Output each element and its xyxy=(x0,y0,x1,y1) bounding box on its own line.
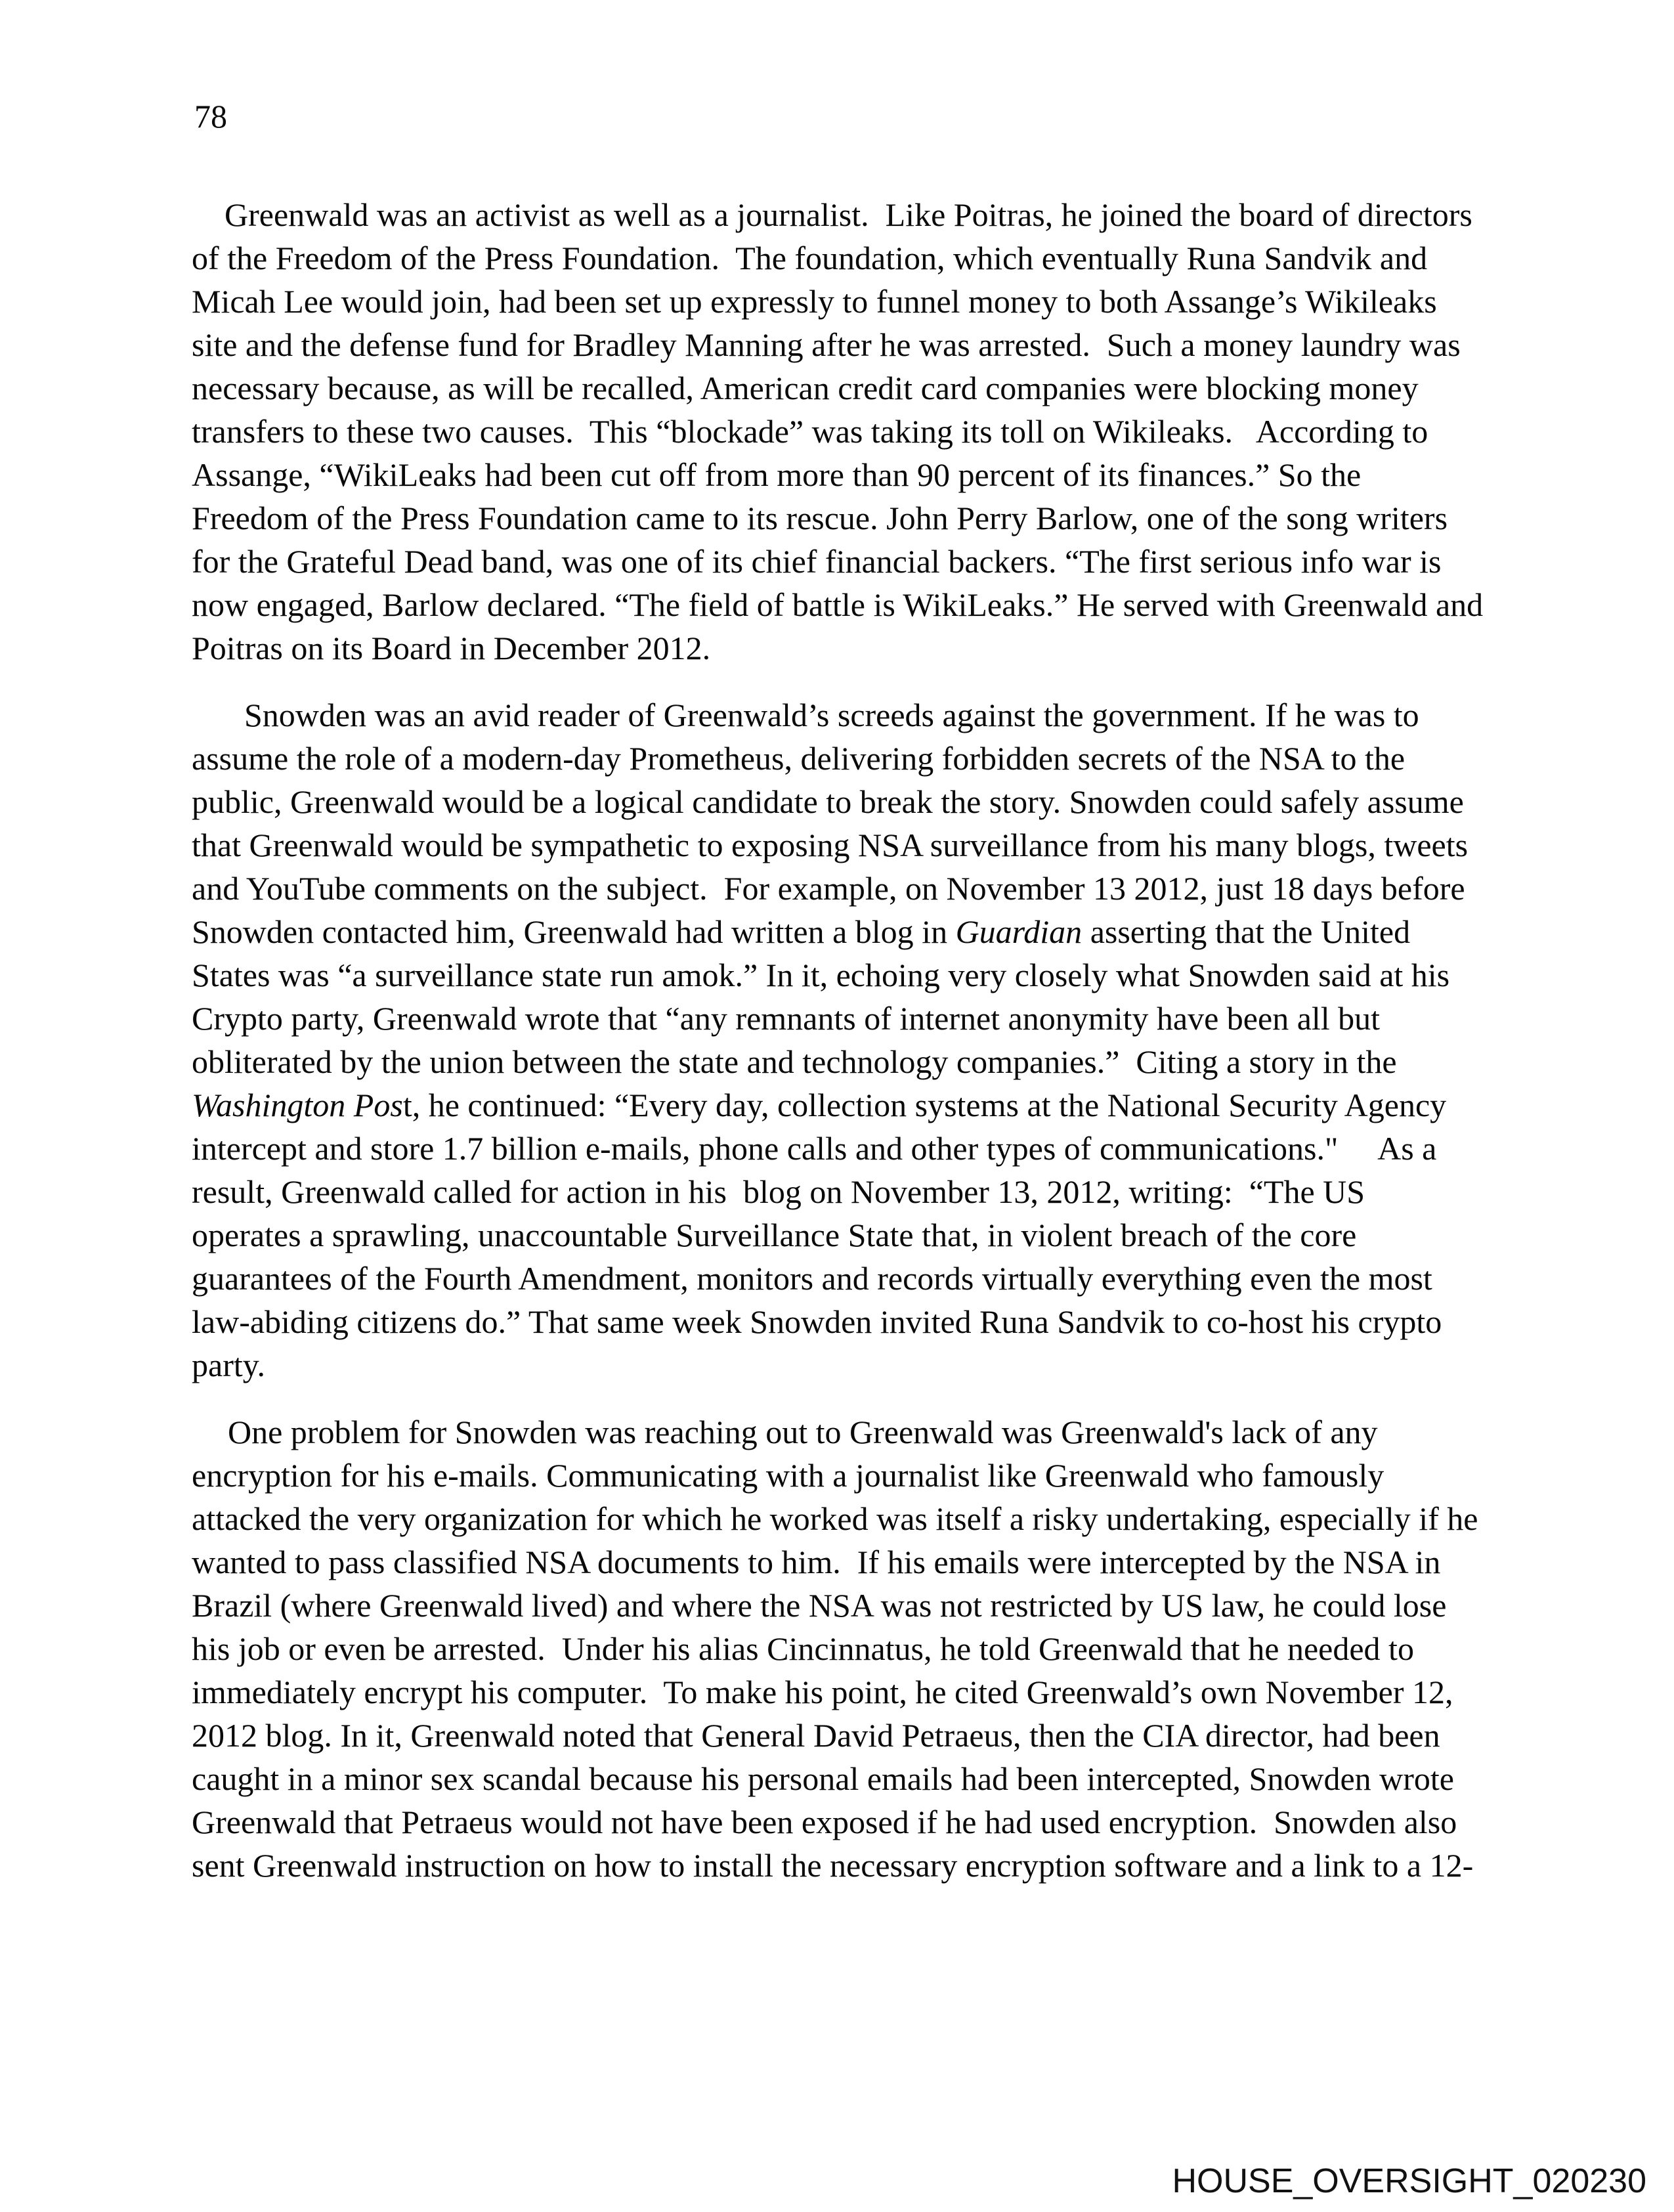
text-segment: and YouTube comments on the subject. For example, on November 13 2012, just 18 days before xyxy=(192,870,1465,907)
text-line xyxy=(192,1127,1495,1170)
text-segment: of the Freedom of the Press Foundation. The foundation, which eventually Runa Sandvik and xyxy=(192,240,1428,276)
text-segment: One problem for Snowden was reaching out to Greenwald was Greenwald's lack of any xyxy=(228,1414,1378,1450)
text-line xyxy=(192,823,1495,867)
text-line xyxy=(192,323,1495,366)
text-segment: Greenwald that Petraeus would not have been exposed if he had used encryption. Snowden also xyxy=(192,1804,1457,1840)
text-line xyxy=(192,1627,1495,1670)
text-segment: Poitras on its Board in December 2012. xyxy=(192,630,711,666)
text-line xyxy=(192,953,1495,997)
text-segment: caught in a minor sex scandal because his personal emails had been intercepted, Snowden wrote xyxy=(192,1760,1454,1797)
paragraph xyxy=(192,693,1495,1387)
text-segment: Brazil (where Greenwald lived) and where the NSA was not restricted by US law, he could lose xyxy=(192,1587,1447,1624)
text-line xyxy=(192,1714,1495,1757)
text-segment: Assange, “WikiLeaks had been cut off from more than 90 percent of its finances.” So the xyxy=(192,456,1362,493)
text-line xyxy=(192,1670,1495,1714)
text-line xyxy=(192,236,1495,280)
text-segment: intercept and store 1.7 billion e-mails, phone calls and other types of communications." As a xyxy=(192,1130,1437,1167)
text-segment: asserting that the United xyxy=(1082,913,1411,950)
text-line xyxy=(192,910,1495,953)
text-line xyxy=(192,1040,1495,1083)
text-segment: now engaged, Barlow declared. “The field of battle is WikiLeaks.” He served with Greenwald and xyxy=(192,586,1484,623)
text-segment: necessary because, as will be recalled, American credit card companies were blocking money xyxy=(192,370,1419,406)
text-segment: wanted to pass classified NSA documents to him. If his emails were intercepted by the NSA in xyxy=(192,1544,1441,1580)
text-segment: immediately encrypt his computer. To make his point, he cited Greenwald’s own November 12, xyxy=(192,1674,1453,1710)
text-segment: obliterated by the union between the state and technology companies.” Citing a story in the xyxy=(192,1043,1397,1080)
text-segment: site and the defense fund for Bradley Manning after he was arrested. Such a money laundry was xyxy=(192,326,1461,363)
text-segment: Micah Lee would join, had been set up expressly to funnel money to both Assange’s Wikileaks xyxy=(192,283,1437,320)
text-line xyxy=(192,1540,1495,1584)
text-segment: Snowden was an avid reader of Greenwald’s screeds against the government. If he was to xyxy=(244,697,1419,733)
text-segment: States was “a surveillance state run amok.” In it, echoing very closely what Snowden said at his xyxy=(192,957,1450,993)
text-line xyxy=(192,496,1495,540)
text-line xyxy=(192,1213,1495,1257)
text-segment: his job or even be arrested. Under his alias Cincinnatus, he told Greenwald that he needed to xyxy=(192,1630,1414,1667)
text-line xyxy=(192,1343,1495,1387)
bates-stamp: HOUSE_OVERSIGHT_020230 xyxy=(1172,2162,1646,2200)
text-line xyxy=(192,1257,1495,1300)
text-segment: party. xyxy=(192,1347,265,1383)
text-line xyxy=(192,737,1495,780)
text-segment: law-abiding citizens do.” That same week Snowden invited Runa Sandvik to co-host his crypto xyxy=(192,1303,1442,1340)
text-line xyxy=(192,453,1495,496)
text-line xyxy=(192,410,1495,453)
text-line xyxy=(192,1300,1495,1343)
paragraph xyxy=(192,1410,1495,1887)
italic-text: Washington Pos xyxy=(192,1087,403,1123)
paragraph xyxy=(192,193,1495,670)
text-segment: public, Greenwald would be a logical candidate to break the story. Snowden could safely assume xyxy=(192,783,1464,820)
text-segment: result, Greenwald called for action in his blog on November 13, 2012, writing: “The US xyxy=(192,1173,1365,1210)
text-segment: 2012 blog. In it, Greenwald noted that General David Petraeus, then the CIA director, had been xyxy=(192,1717,1440,1754)
text-segment: encryption for his e-mails. Communicating with a journalist like Greenwald who famously xyxy=(192,1457,1384,1494)
text-segment: guarantees of the Fourth Amendment, monitors and records virtually everything even the most xyxy=(192,1260,1432,1297)
text-segment: operates a sprawling, unaccountable Surveillance State that, in violent breach of the core xyxy=(192,1217,1357,1253)
text-line xyxy=(192,193,1495,236)
italic-text: Guardian xyxy=(955,913,1083,950)
text-line xyxy=(192,1170,1495,1213)
text-line xyxy=(192,366,1495,410)
text-line xyxy=(192,1800,1495,1844)
text-segment: Crypto party, Greenwald wrote that “any remnants of internet anonymity have been all but xyxy=(192,1000,1381,1037)
text-line xyxy=(192,693,1495,737)
text-segment: assume the role of a modern-day Prometheus, delivering forbidden secrets of the NSA to the xyxy=(192,740,1406,777)
text-line xyxy=(192,1454,1495,1497)
text-line xyxy=(192,1410,1495,1454)
text-segment: transfers to these two causes. This “blockade” was taking its toll on Wikileaks. According to xyxy=(192,413,1428,450)
text-segment: sent Greenwald instruction on how to install the necessary encryption software and a link to a 12- xyxy=(192,1847,1474,1884)
text-segment: for the Grateful Dead band, was one of its chief financial backers. “The first serious info war is xyxy=(192,543,1442,580)
text-segment: attacked the very organization for which he worked was itself a risky undertaking, especially if he xyxy=(192,1500,1478,1537)
page-number: 78 xyxy=(194,98,227,135)
text-line xyxy=(192,1584,1495,1627)
text-segment: Snowden contacted him, Greenwald had written a blog in xyxy=(192,913,956,950)
text-segment: t, he continued: “Every day, collection systems at the National Security Agency xyxy=(402,1087,1447,1123)
document-body xyxy=(192,193,1495,1887)
text-line xyxy=(192,1497,1495,1540)
text-segment: that Greenwald would be sympathetic to exposing NSA surveillance from his many blogs, tweets xyxy=(192,827,1469,863)
text-line xyxy=(192,280,1495,323)
text-line xyxy=(192,1757,1495,1800)
text-segment: Freedom of the Press Foundation came to its rescue. John Perry Barlow, one of the song writers xyxy=(192,500,1448,536)
text-line xyxy=(192,780,1495,823)
text-line xyxy=(192,997,1495,1040)
text-segment: Greenwald was an activist as well as a journalist. Like Poitras, he joined the board of directors xyxy=(225,196,1472,233)
text-line xyxy=(192,583,1495,626)
text-line xyxy=(192,867,1495,910)
text-line xyxy=(192,1844,1495,1887)
text-line xyxy=(192,1083,1495,1127)
text-line xyxy=(192,626,1495,670)
text-line xyxy=(192,540,1495,583)
